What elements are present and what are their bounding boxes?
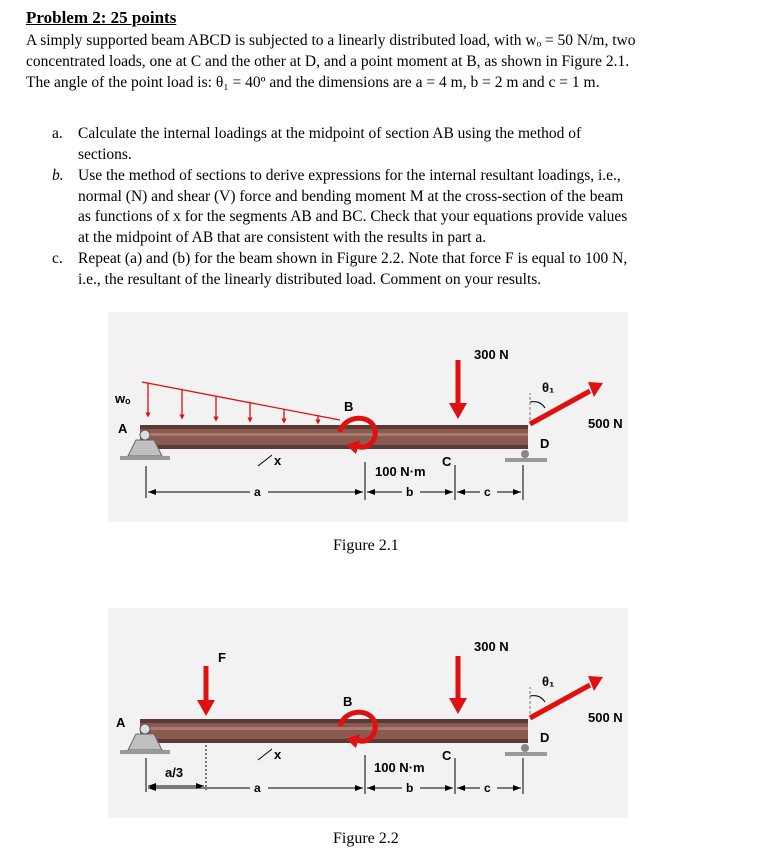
task-line: Use the method of sections to derive expressions for the internal resultant loadings, i.e., (78, 167, 621, 184)
dim-a: a (254, 485, 261, 499)
label-load-c: 300 N (474, 639, 509, 654)
task-a (26, 124, 756, 165)
task-line: sections. (78, 145, 132, 163)
dim-a: a (254, 781, 261, 795)
figure-2-1 (108, 312, 628, 522)
problem-title: Problem 2: 25 points (26, 8, 177, 27)
problem-statement (26, 30, 756, 93)
dim-b: b (406, 781, 414, 795)
label-d-point: D (540, 436, 550, 451)
task-line: normal (N) and shear (V) force and bending moment M at the cross-section of the beam (78, 187, 624, 205)
task-line: at the midpoint of AB that are consistent with the results in part a. (78, 228, 487, 246)
label-c-point: C (442, 748, 452, 763)
figure-background (108, 312, 628, 522)
figure-2-2-caption: Figure 2.2 (333, 830, 399, 847)
label-b-point: B (344, 399, 354, 414)
figure-2-2 (108, 608, 628, 818)
label-moment: 100 N·m (375, 464, 426, 479)
label-f: F (218, 650, 226, 665)
label-x: x (274, 747, 282, 762)
task-line: i.e., the resultant of the linearly distributed load. Comment on your results. (78, 270, 542, 288)
label-load-d: 500 N (588, 416, 623, 431)
beam (140, 719, 528, 743)
label-wo: wₒ (115, 391, 131, 406)
dim-c: c (484, 485, 491, 499)
task-list (26, 124, 756, 291)
task-line: as functions of x for the segments AB and BC. Check that your equations provide values (78, 208, 628, 225)
label-theta: θ₁ (542, 380, 555, 395)
task-marker: a. (52, 125, 63, 142)
label-theta: θ₁ (542, 674, 555, 689)
dim-b: b (406, 485, 414, 499)
figure-2-1-caption: Figure 2.1 (333, 537, 399, 554)
task-marker: b. (52, 167, 64, 184)
task-line: Repeat (a) and (b) for the beam shown in Figure 2.2. Note that force F is equal to 100 N, (78, 250, 628, 267)
label-d-point: D (540, 730, 550, 745)
label-load-d: 500 N (588, 710, 623, 725)
dim-c: c (484, 781, 491, 795)
label-a3: a/3 (165, 765, 184, 780)
task-b (26, 166, 756, 248)
label-a-point: A (116, 715, 126, 730)
label-x: x (274, 453, 282, 468)
task-c (26, 249, 756, 290)
beam (140, 425, 528, 449)
statement-line: concentrated loads, one at C and the other at D, and a point moment at B, as shown in Figure 2.1. (26, 53, 630, 70)
label-c-point: C (442, 454, 452, 469)
statement-line: The angle of the point load is: θ₁ = 40º and the dimensions are a = 4 m, b = 2 m and c = 1 m. (26, 74, 600, 91)
statement-line: A simply supported beam ABCD is subjected to a linearly distributed load, with wₒ = 50 N/m, two (26, 32, 636, 49)
task-line: Calculate the internal loadings at the midpoint of section AB using the method of (78, 125, 582, 142)
label-b-point: B (343, 694, 353, 709)
label-moment: 100 N·m (374, 760, 425, 775)
label-a-point: A (118, 421, 128, 436)
task-marker: c. (52, 250, 63, 267)
label-load-c: 300 N (474, 347, 509, 362)
